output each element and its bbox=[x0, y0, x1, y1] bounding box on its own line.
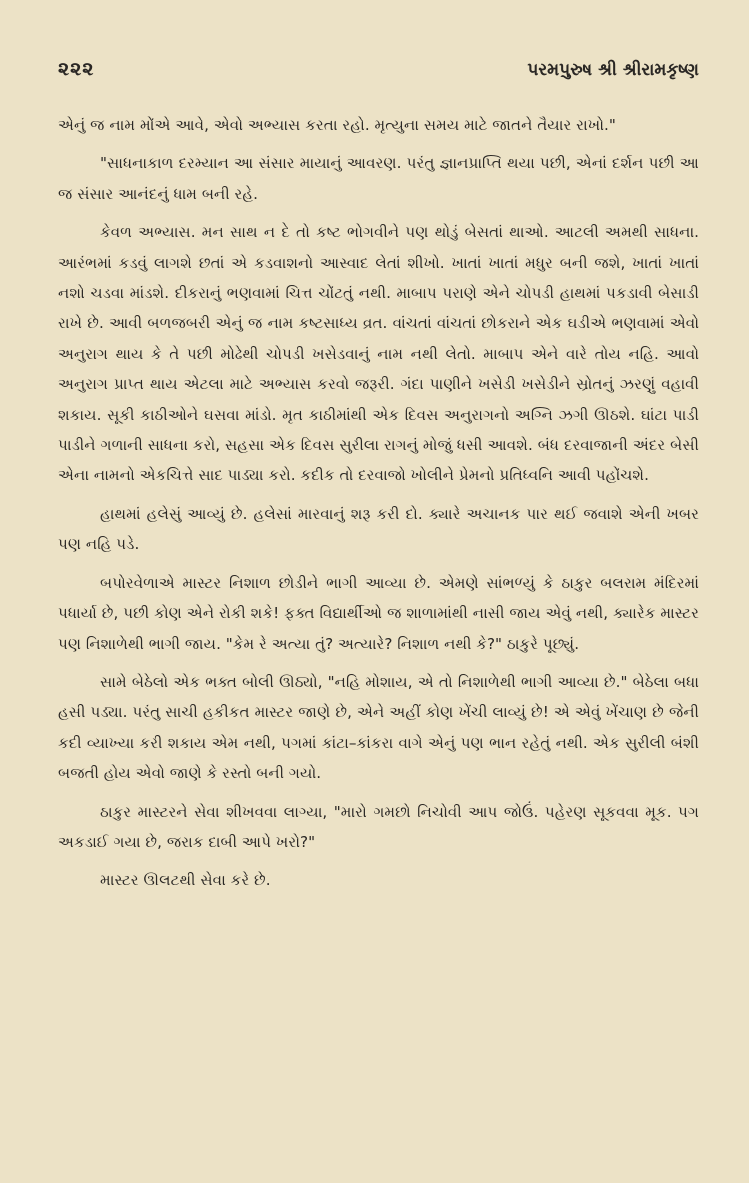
paragraph: એનું જ નામ મોંએ આવે, એવો અભ્યાસ કરતા રહો. મૃત્યુના સમય માટે જાતને તૈયાર રાખો." bbox=[58, 116, 616, 134]
paragraph: હાથમાં હલેસું આવ્યું છે. હલેસાં મારવાનું શરૂ કરી દો. ક્યારે અચાનક પાર થઈ જવાશે એની ખબર પણ નહિ પડે. bbox=[58, 504, 699, 554]
paragraph: કેવળ અભ્યાસ. મન સાથ ન દે તો કષ્ટ ભોગવીને પણ થોડું બેસતાં થાઓ. આટલી અમથી સાધના. આરંભમાં કડવું લાગશે છતાં એ કડવાશનો આસ્વાદ લેતાં શીખો. ખાતાં ખાતાં મધુર બની જશે, ખાતાં ખાતાં નશો ચડવા માંડશે. દીકરાનું ભણવામાં ચિત્ત ચોંટતું નથી. માબાપ પરાણે એને ચોપડી હાથમાં પકડાવી બેસાડી રાખે છે. આવી બળજબરી એનું જ નામ કષ્ટસાધ્ય વ્રત. વાંચતાં વાંચતાં છોકરાને એક ઘડીએ ભણવામાં એવો અનુરાગ થાય કે તે પછી મોઢેથી ચોપડી ખસેડવાનું નામ નથી લેતો. માબાપ એને વારે તોય નહિ. આવો અનુરાગ પ્રાપ્ત થાય એટલા માટે અભ્યાસ કરવો જરૂરી. ગંદા પાણીને ખસેડી ખસેડીને સ્રોતનું ઝરણું વહાવી શકાય. સૂકી કાઠીઓને ઘસવા માંડો. મૃત કાઠીમાંથી એક દિવસ અનુરાગનો અગ્નિ ઝગી ઊઠશે. ઘાંટા પાડી પાડીને ગળાની સાધના કરો, સહસા એક દિવસ સુરીલા રાગનું મોજું ધસી આવશે. બંધ દરવાજાની અંદર બેસી એના નામનો એકચિત્તે સાદ પાડ્યા કરો. કદીક તો દરવાજો ખોલીને પ્રેમનો પ્રતિધ્વનિ આવી પહોંચશે. bbox=[58, 223, 700, 485]
body-text bbox=[58, 110, 699, 896]
paragraph: બપોરવેળાએ માસ્ટર નિશાળ છોડીને ભાગી આવ્યા છે. એમણે સાંભળ્યું કે ઠાકુર બલરામ મંદિરમાં પધાર્યા છે, પછી કોણ એને રોકી શકે! ફક્ત વિદ્યાર્થીઓ જ શાળામાંથી નાસી જાય એવું નથી, ક્યારેક માસ્ટર પણ નિશાળેથી ભાગી જાય. "કેમ રે અત્યા તું? અત્યારે? નિશાળ નથી કે?" ઠાકુરે પૂછ્યું. bbox=[58, 573, 699, 653]
paragraph: સામે બેઠેલો એક ભક્ત બોલી ઊઠ્યો, "નહિ મોશાય, એ તો નિશાળેથી ભાગી આવ્યા છે." બેઠેલા બધા હસી પડ્યા. પરંતુ સાચી હકીકત માસ્ટર જાણે છે, એને અહીં કોણ ખેંચી લાવ્યું છે! એ એવું ખેંચાણ છે જેની કદી વ્યાખ્યા કરી શકાય એમ નથી, પગમાં કાંટા–કાંકરા વાગે એનું પણ ભાન રહેતું નથી. એક સુરીલી બંશી બજતી હોય એવો જાણે કે રસ્તો બની ગયો. bbox=[58, 672, 699, 783]
page-number: ૨૨૨ bbox=[58, 58, 95, 80]
running-title: પરમપુરુષ શ્રી શ્રીરામકૃષ્ણ bbox=[527, 60, 699, 80]
page-header bbox=[58, 58, 699, 80]
paragraph: માસ્ટર ઊલટથી સેવા કરે છે. bbox=[100, 871, 271, 890]
paragraph: "સાધનાકાળ દરમ્યાન આ સંસાર માયાનું આવરણ. પરંતુ જ્ઞાનપ્રાપ્તિ થયા પછી, એનાં દર્શન પછી આ જ સંસાર આનંદનું ધામ બની રહે. bbox=[58, 154, 699, 203]
paragraph: ઠાકુર માસ્ટરને સેવા શીખવવા લાગ્યા, "મારો ગમછો નિચોવી આપ જોઉં. પહેરણ સૂકવવા મૂક. પગ અકડાઈ ગયા છે, જરાક દાબી આપે ખરો?" bbox=[58, 802, 699, 851]
